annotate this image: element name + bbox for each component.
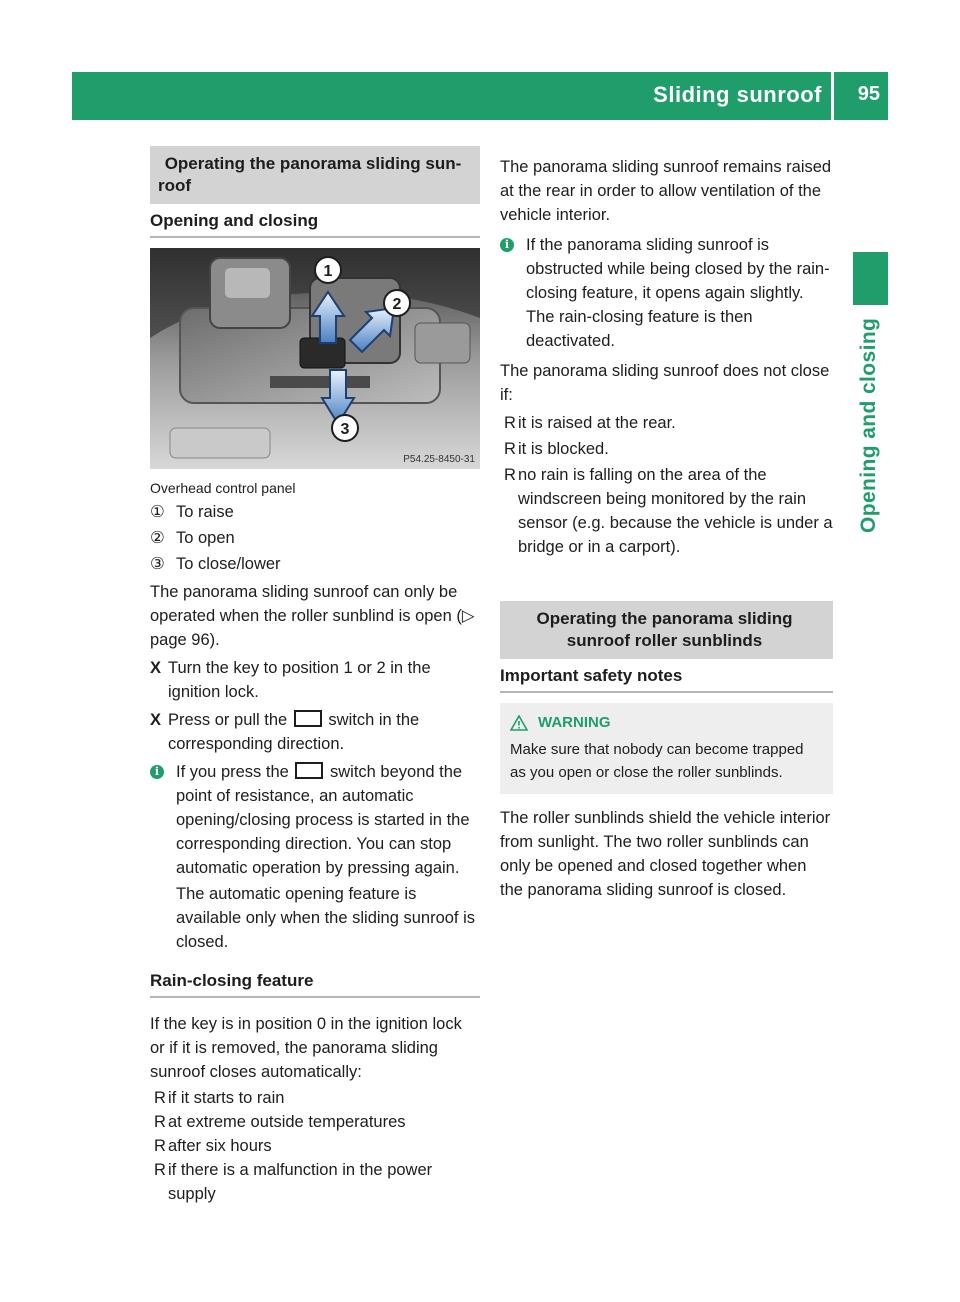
bullet-text: if it starts to rain — [168, 1089, 285, 1107]
info-icon: i — [150, 765, 164, 779]
list-item — [500, 463, 833, 559]
header-title: Sliding sunroof — [653, 82, 822, 107]
section-heading-line2: roof — [158, 176, 192, 195]
info-text: If you press the switch beyond the point of resistance, an automatic opening/closing process is started in the corresponding direction. You can stop automatic operation by pressing again. — [176, 763, 470, 877]
right-column — [500, 155, 833, 902]
paragraph-does-not-close: The panorama sliding sunroof does not close if: — [500, 362, 830, 404]
info-note — [150, 760, 480, 954]
warning-triangle-icon — [510, 715, 528, 731]
section-heading-sunroof — [150, 146, 480, 204]
left-column — [150, 146, 480, 238]
callout-2 — [384, 290, 410, 316]
warning-heading — [510, 711, 823, 734]
callout-1-label: 1 — [323, 263, 333, 280]
warning-box — [500, 703, 833, 794]
bullet-marker: R — [154, 1089, 166, 1107]
list-item — [150, 1110, 480, 1134]
bullet-marker: R — [504, 440, 516, 458]
info-note — [500, 233, 833, 353]
bullet-text: it is blocked. — [518, 440, 609, 458]
paragraph-sunblinds: The roller sunblinds shield the vehicle interior from sunlight. The two roller sunblinds can only be opened and closed together when the panorama sliding sunroof is closed. — [500, 809, 831, 899]
list-item — [150, 500, 480, 524]
paragraph-sunblind-open: The panorama sliding sunroof can only be operated when the roller sunblind is open (▷ page 96). — [150, 583, 475, 649]
left-column-body — [150, 478, 480, 1206]
bullet-marker: R — [154, 1113, 166, 1131]
sunroof-switch-icon — [295, 762, 323, 779]
list-item — [150, 1158, 480, 1206]
header-divider — [831, 72, 834, 120]
chapter-tab-marker — [853, 252, 888, 305]
paragraph-rain-closing: If the key is in position 0 in the ignition lock or if it is removed, the panorama sliding sunroof closes automatically: — [150, 1015, 462, 1081]
bullet-text: after six hours — [168, 1137, 272, 1155]
bullet-text: if there is a malfunction in the power supply — [168, 1161, 433, 1203]
paragraph-ventilation: The panorama sliding sunroof remains raised at the rear in order to allow ventilation of the vehicle interior. — [500, 158, 832, 224]
bullet-marker: R — [154, 1161, 166, 1179]
section-heading-line1: Operating the panorama sliding sun- — [164, 154, 462, 173]
subheading-safety-notes: Important safety notes — [500, 665, 833, 693]
list-item — [500, 411, 833, 435]
bullet-marker: R — [154, 1137, 166, 1155]
info-text: If the panorama sliding sunroof is obstructed while being closed by the rain-closing feature, it opens again slightly. The rain-closing feature is then deactivated. — [526, 236, 830, 350]
callout-3 — [332, 415, 358, 441]
instruction-step — [150, 656, 480, 704]
callout-3-label: 3 — [340, 421, 350, 438]
list-item — [150, 552, 480, 576]
step-text: Turn the key to position 1 or 2 in the ignition lock. — [168, 659, 431, 701]
subheading-rain-closing: Rain-closing feature — [150, 970, 480, 998]
list-item — [150, 526, 480, 550]
photo-code: P54.25-8450-31 — [403, 454, 475, 465]
item-number: ① — [150, 503, 165, 521]
instruction-step — [150, 708, 480, 756]
step-marker: X — [150, 711, 162, 729]
info-text-auto: The automatic opening feature is available only when the sliding sunroof is closed. — [176, 885, 476, 951]
subheading-opening-closing: Opening and closing — [150, 210, 480, 238]
item-number: ② — [150, 529, 165, 547]
item-text: To raise — [176, 503, 234, 521]
control-panel-illustration — [150, 248, 480, 469]
step-text: Press or pull the switch in the corresponding direction. — [168, 711, 420, 753]
bullet-text: it is raised at the rear. — [518, 414, 676, 432]
page-number: 95 — [857, 83, 880, 105]
info-icon: i — [500, 238, 514, 252]
section-heading-sunblinds: Operating the panorama sliding sunroof roller sunblinds — [500, 601, 833, 659]
warning-text: Make sure that nobody can become trapped as you open or close the roller sunblinds. — [510, 741, 804, 781]
photo-caption: Overhead control panel — [150, 480, 296, 496]
list-item — [150, 1086, 480, 1110]
sunroof-switch-icon — [294, 710, 322, 727]
bullet-text: no rain is falling on the area of the windscreen being monitored by the rain sensor (e.g. because the vehicle is under a bridge or in a carport). — [518, 466, 833, 556]
warning-label: WARNING — [538, 714, 611, 731]
item-number: ③ — [150, 555, 165, 573]
page-header — [72, 72, 888, 120]
chapter-tab-label: Opening and closing — [857, 318, 880, 534]
overhead-control-panel-photo — [150, 248, 480, 469]
callout-2-label: 2 — [392, 296, 402, 313]
bullet-marker: R — [504, 466, 516, 484]
bullet-text: at extreme outside temperatures — [168, 1113, 406, 1131]
list-item — [500, 437, 833, 461]
list-item — [150, 1134, 480, 1158]
step-marker: X — [150, 659, 162, 677]
callout-1 — [315, 257, 341, 283]
item-text: To open — [176, 529, 235, 547]
item-text: To close/lower — [176, 555, 281, 573]
bullet-marker: R — [504, 414, 516, 432]
